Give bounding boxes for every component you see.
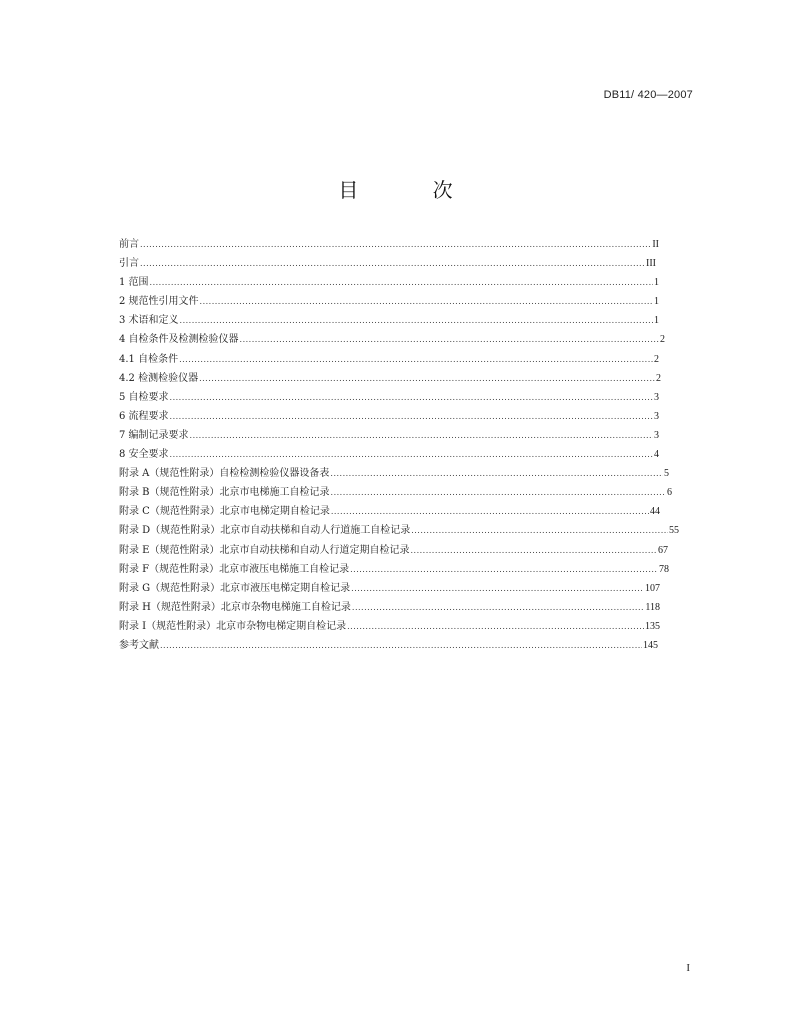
toc-title: 目 次 (338, 178, 487, 202)
page-number: I (686, 962, 690, 974)
toc-leader-dots (140, 254, 645, 273)
toc-entry-page: 6 (667, 487, 672, 499)
toc-leader-dots (160, 636, 642, 655)
toc-entry-label: 4.1 自检条件 (119, 353, 179, 365)
toc-entry-label: 附录 I（规范性附录）北京市杂物电梯定期自检记录 (119, 620, 347, 632)
toc-leader-dots (200, 292, 653, 311)
toc-entry-page: 107 (645, 582, 660, 594)
toc-leader-dots (410, 541, 657, 560)
toc-entry-label: 附录 C（规范性附录）北京市电梯定期自检记录 (119, 506, 330, 518)
toc-entry[interactable] (119, 579, 660, 598)
standard-code: DB11/ 420—2007 (603, 89, 693, 101)
toc-entry[interactable] (119, 273, 659, 292)
toc-leader-dots (411, 521, 668, 540)
toc-entry-page: II (652, 239, 659, 250)
toc-entry-page: 118 (645, 601, 660, 613)
toc-entry[interactable] (119, 598, 660, 617)
toc-entry[interactable] (119, 617, 660, 636)
toc-leader-dots (179, 350, 653, 369)
toc-entry-label: 引言 (119, 258, 139, 270)
toc-leader-dots (140, 235, 651, 254)
toc-entry-label: 4.2 检测检验仪器 (119, 372, 199, 384)
toc-entry[interactable] (119, 407, 659, 426)
toc-entry-page: 4 (654, 449, 659, 461)
toc-entry-page: 3 (654, 429, 659, 441)
toc-entry-label: 前言 (119, 239, 139, 250)
toc-leader-dots (190, 426, 653, 445)
toc-entry[interactable] (119, 350, 659, 369)
toc-entry-page: 1 (654, 296, 659, 308)
toc-entry-page: 1 (654, 277, 659, 289)
toc-entry-page: 67 (658, 544, 668, 556)
toc-entry[interactable] (119, 330, 665, 349)
toc-leader-dots (240, 330, 659, 349)
toc-entry[interactable] (119, 426, 659, 445)
toc-list (119, 235, 679, 655)
toc-leader-dots (347, 617, 644, 636)
toc-entry-page: 1 (654, 315, 659, 327)
toc-entry-label: 附录 F（规范性附录）北京市液压电梯施工自检记录 (119, 563, 350, 575)
toc-leader-dots (170, 445, 653, 464)
toc-entry-page: III (646, 258, 656, 270)
toc-leader-dots (351, 579, 644, 598)
toc-entry[interactable] (119, 560, 669, 579)
toc-entry[interactable] (119, 369, 661, 388)
toc-leader-dots (199, 369, 655, 388)
toc-leader-dots (331, 483, 666, 502)
toc-entry-label: 附录 A（规范性附录）自检检测检验仪器设备表 (119, 468, 330, 480)
toc-entry-label: 附录 H（规范性附录）北京市杂物电梯施工自检记录 (119, 601, 351, 613)
toc-entry-label: 附录 B（规范性附录）北京市电梯施工自检记录 (119, 487, 330, 499)
toc-entry-page: 135 (645, 620, 660, 632)
toc-entry-label: 8 安全要求 (119, 449, 169, 461)
toc-leader-dots (352, 598, 644, 617)
toc-entry[interactable] (119, 541, 668, 560)
toc-entry-label: 5 自检要求 (119, 391, 169, 403)
toc-entry[interactable] (119, 235, 659, 254)
toc-entry-page: 2 (660, 334, 665, 346)
toc-entry-label: 1 范围 (119, 277, 149, 289)
toc-entry[interactable] (119, 521, 679, 540)
toc-entry[interactable] (119, 311, 659, 330)
toc-entry[interactable] (119, 464, 669, 483)
toc-leader-dots (331, 502, 649, 521)
toc-entry-label: 7 编制记录要求 (119, 429, 189, 441)
toc-entry-label: 附录 D（规范性附录）北京市自动扶梯和自动人行道施工自检记录 (119, 525, 411, 537)
toc-entry-page: 78 (659, 563, 669, 575)
toc-entry-label: 2 规范性引用文件 (119, 296, 199, 308)
toc-entry-label: 附录 G（规范性附录）北京市液压电梯定期自检记录 (119, 582, 351, 594)
toc-entry-label: 附录 E（规范性附录）北京市自动扶梯和自动人行道定期自检记录 (119, 544, 410, 556)
toc-entry-page: 3 (654, 410, 659, 422)
toc-entry-page: 145 (643, 639, 658, 651)
toc-leader-dots (170, 407, 653, 426)
toc-entry[interactable] (119, 483, 672, 502)
toc-leader-dots (180, 311, 653, 330)
toc-entry[interactable] (119, 254, 656, 273)
toc-entry-label: 6 流程要求 (119, 410, 169, 422)
toc-entry-page: 55 (669, 525, 679, 537)
toc-entry-page: 2 (654, 353, 659, 365)
toc-entry-page: 2 (656, 372, 661, 384)
toc-entry-page: 5 (664, 468, 669, 480)
toc-leader-dots (170, 388, 653, 407)
toc-entry[interactable] (119, 292, 659, 311)
toc-leader-dots (150, 273, 653, 292)
toc-leader-dots (350, 560, 658, 579)
toc-entry-page: 44 (650, 506, 660, 518)
toc-entry[interactable] (119, 636, 658, 655)
toc-entry[interactable] (119, 388, 659, 407)
toc-leader-dots (330, 464, 663, 483)
toc-entry[interactable] (119, 502, 660, 521)
toc-entry-page: 3 (654, 391, 659, 403)
toc-entry[interactable] (119, 445, 659, 464)
toc-entry-label: 3 术语和定义 (119, 315, 179, 327)
toc-entry-label: 参考文献 (119, 639, 159, 651)
toc-entry-label: 4 自检条件及检测检验仪器 (119, 334, 239, 346)
